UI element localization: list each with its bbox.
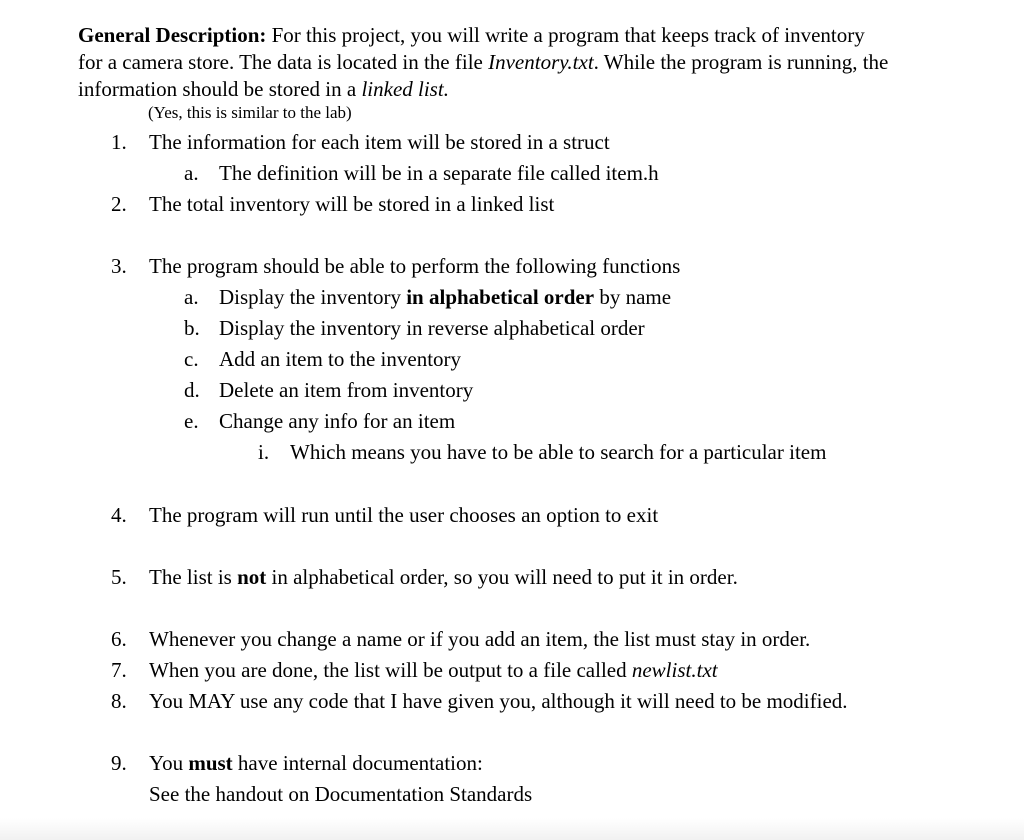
sub-item-text-post: by name — [594, 285, 672, 309]
description-text-1: For this project, you will write a program that keeps track of inventory — [266, 23, 865, 47]
inventory-filename: Inventory.txt — [488, 50, 594, 74]
list-number: 6. — [111, 627, 127, 651]
list-item-text-pre: The list is — [149, 565, 238, 589]
list-item-text: You MAY use any code that I have given you, although it will need to be modified. — [149, 689, 848, 713]
list-item-text: The total inventory will be stored in a linked list — [149, 192, 555, 216]
roman-numeral: i. — [258, 440, 270, 464]
description-text-3a: information should be stored in a — [78, 77, 362, 101]
list-item-text — [149, 564, 738, 590]
sub-letter: b. — [184, 316, 200, 340]
description-text-2b: . While the program is running, the — [593, 50, 889, 74]
list-item-text-post: have internal documentation: — [232, 751, 483, 775]
list-item-text: The information for each item will be stored in a struct — [149, 130, 610, 154]
sub-sub-item-text: Which means you have to be able to search for a particular item — [290, 440, 827, 464]
sub-letter: a. — [184, 285, 199, 309]
newlist-filename: newlist.txt — [631, 658, 718, 682]
sub-item-text — [219, 284, 671, 310]
sub-letter: a. — [184, 161, 199, 185]
list-number: 9. — [111, 751, 127, 775]
description-line-1 — [78, 22, 865, 49]
sub-item-text: Display the inventory in reverse alphabetical order — [219, 316, 645, 340]
sub-item-text: Add an item to the inventory — [219, 347, 462, 371]
sub-item-text-pre: Display the inventory — [219, 285, 407, 309]
sub-letter: e. — [184, 409, 199, 433]
list-item-text-pre: You — [149, 751, 189, 775]
list-number: 4. — [111, 503, 127, 527]
list-item-text — [149, 657, 718, 683]
list-number: 5. — [111, 565, 127, 589]
not-emphasis: not — [237, 565, 267, 589]
list-number: 8. — [111, 689, 127, 713]
description-label: General Description: — [78, 23, 267, 47]
page-bottom-shadow — [0, 818, 1024, 840]
sub-letter: d. — [184, 378, 200, 402]
list-number: 3. — [111, 254, 127, 278]
sub-item-text: The definition will be in a separate file called item.h — [219, 161, 659, 185]
documentation-handout-line: See the handout on Documentation Standards — [149, 782, 533, 806]
list-item-text — [149, 750, 483, 776]
list-item-text: The program will run until the user chooses an option to exit — [149, 503, 659, 527]
description-line-2 — [78, 49, 888, 76]
list-number: 7. — [111, 658, 127, 682]
list-number: 1. — [111, 130, 127, 154]
sub-letter: c. — [184, 347, 199, 371]
sub-item-text: Change any info for an item — [219, 409, 456, 433]
sub-item-text: Delete an item from inventory — [219, 378, 474, 402]
description-line-3 — [78, 76, 449, 103]
list-item-text: The program should be able to perform the following functions — [149, 254, 681, 278]
list-item-text-post: in alphabetical order, so you will need to put it in order. — [266, 565, 738, 589]
list-item-text-pre: When you are done, the list will be output to a file called — [149, 658, 632, 682]
list-item-text: Whenever you change a name or if you add an item, the list must stay in order. — [149, 627, 811, 651]
linked-list-emphasis: linked list. — [361, 77, 449, 101]
alphabetical-order-emphasis: in alphabetical order — [406, 285, 595, 309]
description-text-2a: for a camera store. The data is located in the file — [78, 50, 489, 74]
lab-note: (Yes, this is similar to the lab) — [148, 103, 352, 122]
list-number: 2. — [111, 192, 127, 216]
must-emphasis: must — [188, 751, 233, 775]
